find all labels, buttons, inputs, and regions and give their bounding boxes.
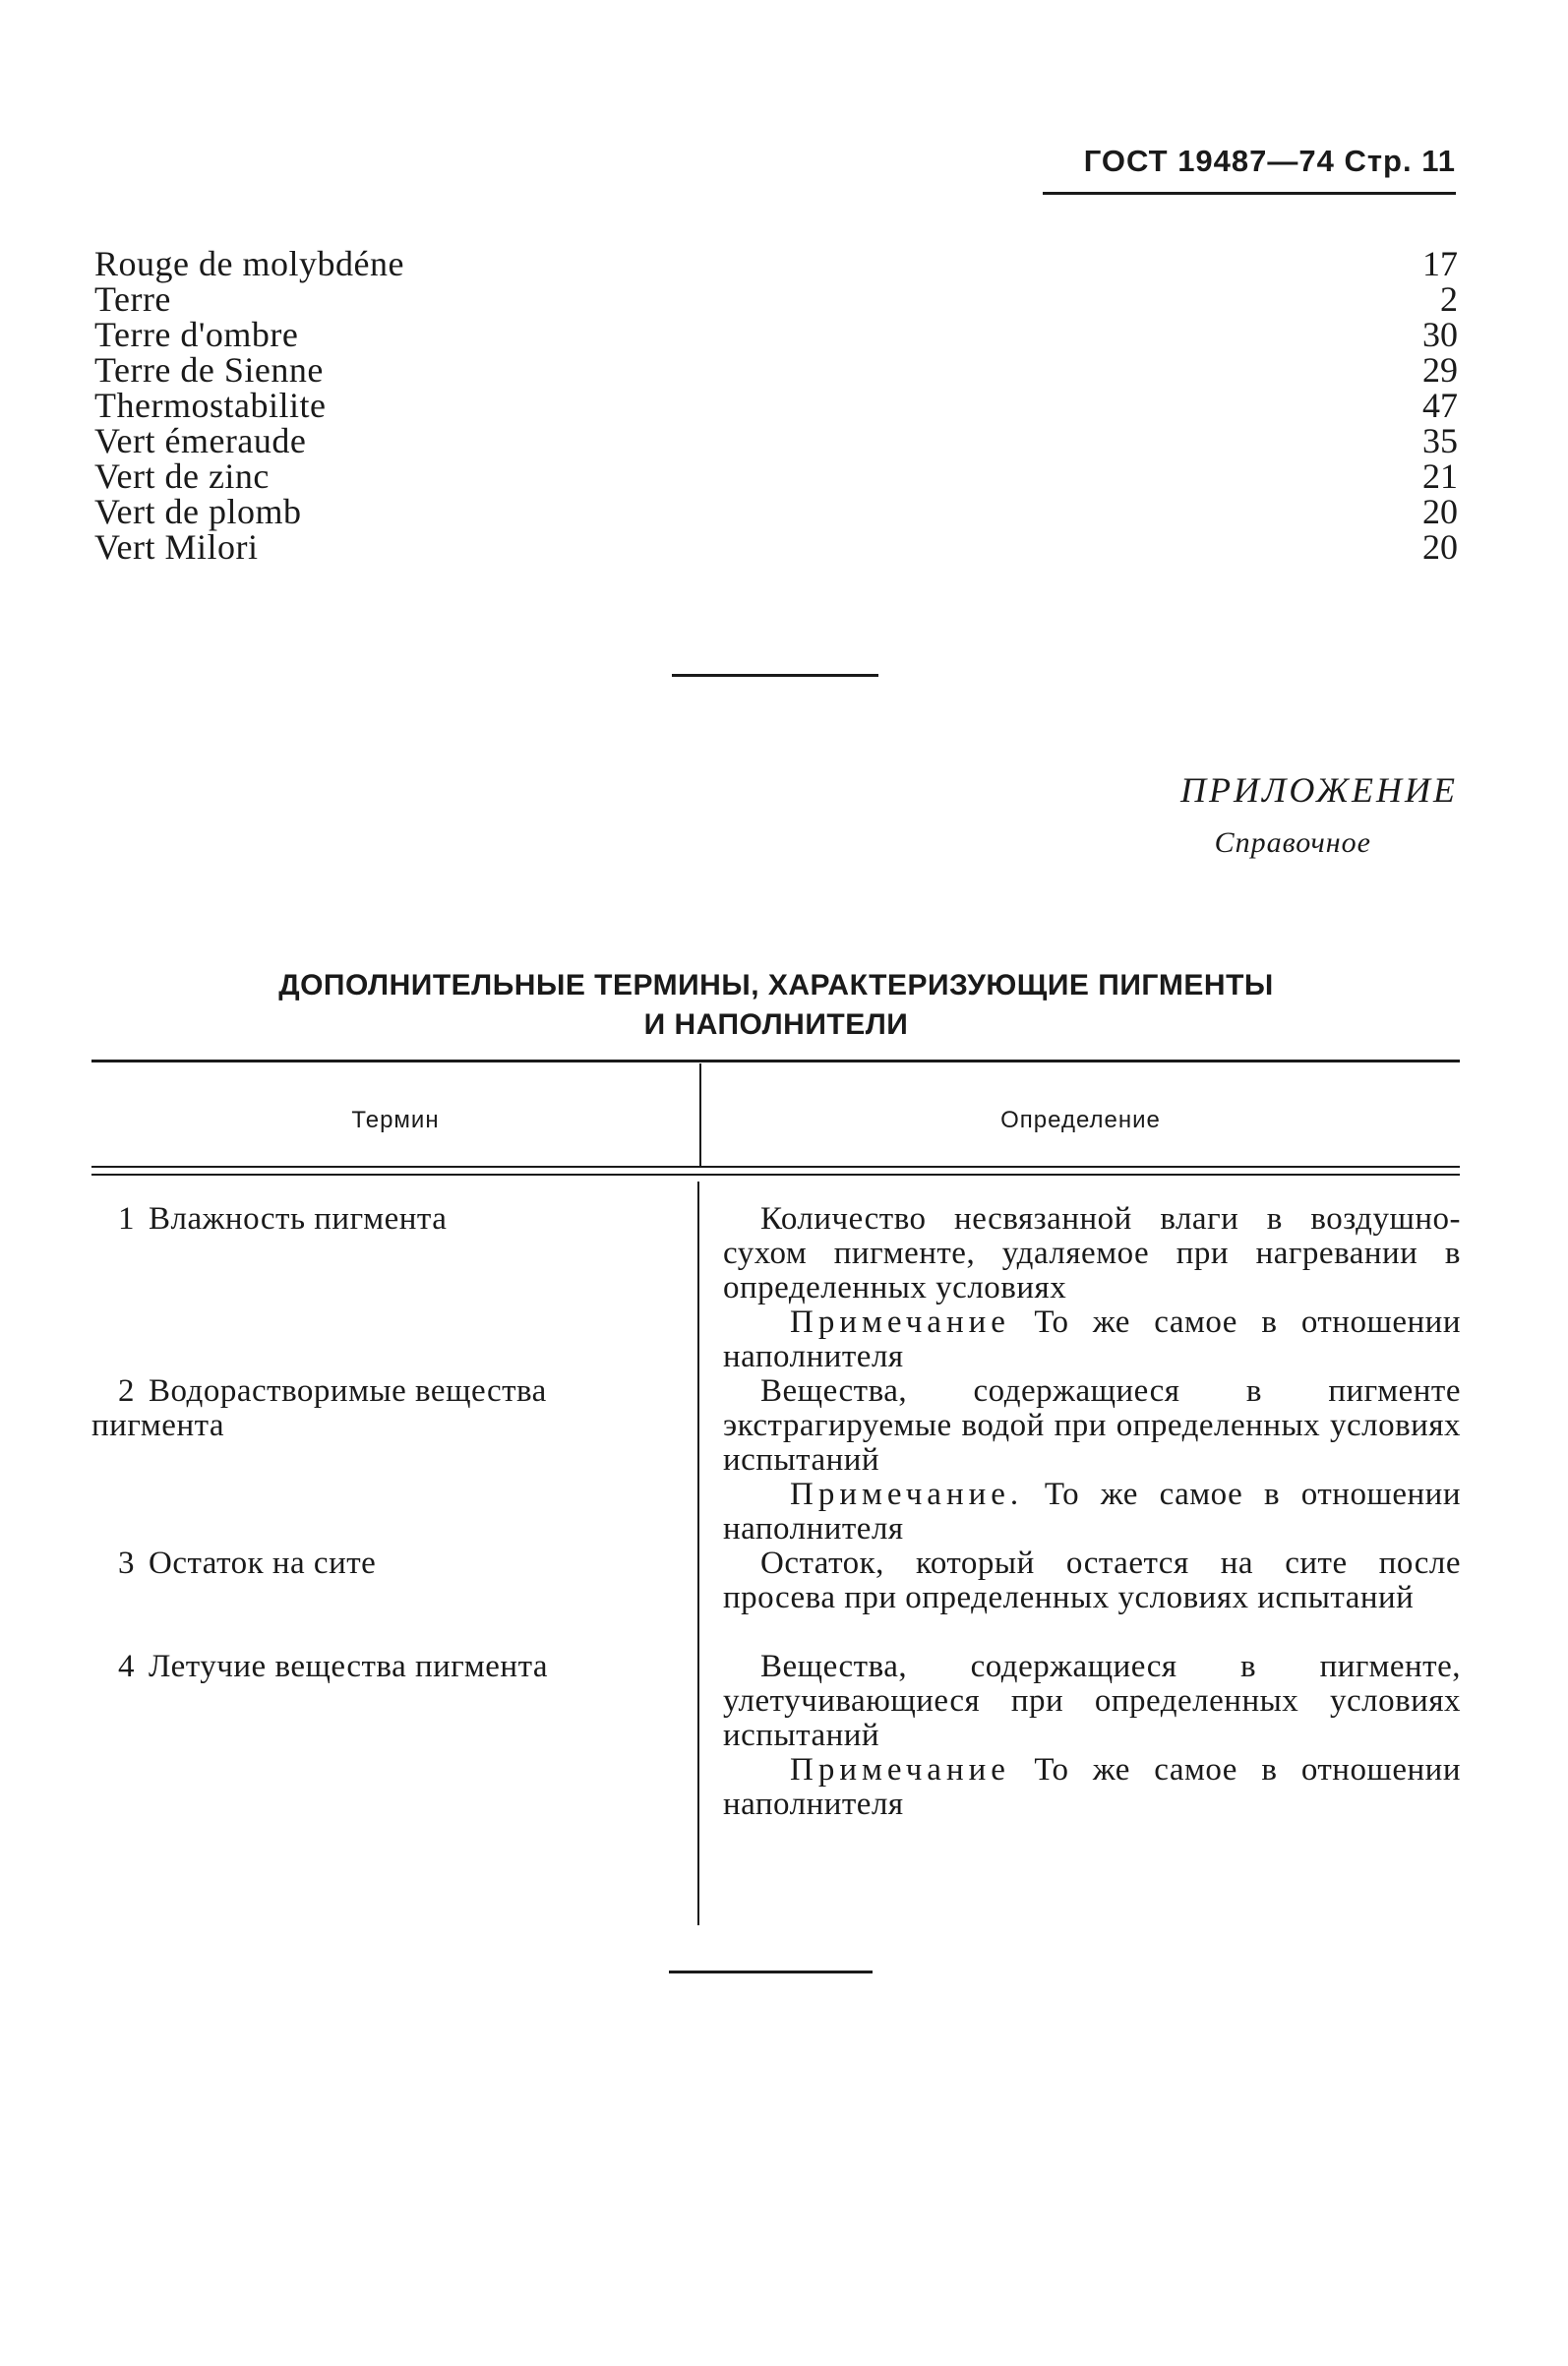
index-page-number: 20 [1422,527,1458,567]
index-row [94,317,1458,352]
header-double-rule [91,1166,1460,1176]
page-header [1043,143,1456,195]
term-number: 2 [118,1373,135,1409]
terms-table [91,1060,1460,1847]
definition-text: Количество несвязанной влаги в воздушно-сухом пигменте, удаляемое при нагревании в определенных условиях [723,1201,1461,1305]
index-page-number: 21 [1422,456,1458,496]
index-row [94,458,1458,494]
definition-text: Остаток, который остается на сите после просева при определенных условиях испытаний [723,1546,1461,1615]
note-text: То же самое в отношении наполнителя [723,1477,1461,1547]
term-name: Влажность пигмента [149,1201,448,1237]
note-label: Примечание [790,1752,1010,1788]
index-term: Terre de Sienne [94,350,324,390]
definition-text: Вещества, содержащиеся в пигменте экстрагируемые водой при определенных условиях испытаний [723,1373,1461,1478]
index-term: Terre d'ombre [94,315,299,354]
note-text: То же самое в отношении наполнителя [723,1752,1461,1822]
definition-cell [723,1547,1461,1615]
definition-cell [723,1202,1461,1374]
section-heading-line: И НАПОЛНИТЕЛИ [643,1008,909,1041]
term-number: 4 [118,1649,135,1684]
index-row [94,281,1458,317]
index-page-number: 30 [1422,315,1458,354]
index-term: Vert de zinc [94,456,270,496]
appendix-subtitle: Справочное [1214,826,1371,859]
index-term: Vert émeraude [94,421,307,460]
note-label: Примечание. [790,1477,1024,1512]
appendix-title: ПРИЛОЖЕНИЕ [1180,770,1458,810]
standard-number: ГОСТ 19487—74 Стр. 11 [1083,144,1456,178]
section-separator [672,674,878,677]
index-row [94,352,1458,388]
definition-cell [723,1650,1461,1822]
index-page-number: 47 [1422,386,1458,425]
index-page-number: 35 [1422,421,1458,460]
note-text: То же самое в отношении наполнителя [723,1304,1461,1374]
definition-note [723,1753,1461,1822]
note-label: Примечание [790,1304,1010,1340]
section-heading-line: ДОПОЛНИТЕЛЬНЫЕ ТЕРМИНЫ, ХАРАКТЕРИЗУЮЩИЕ ПИГМЕНТЫ [278,969,1274,1001]
column-divider [697,1182,699,1925]
index-page-number: 20 [1422,492,1458,531]
index-page-number: 29 [1422,350,1458,390]
index-term: Vert Milori [94,527,259,567]
term-number: 3 [118,1546,135,1581]
index-term: Rouge de molybdéne [94,244,404,283]
column-header-definition: Определение [1000,1107,1161,1133]
index-row [94,246,1458,281]
term-cell [91,1547,672,1581]
column-header-term: Термин [351,1107,440,1133]
index-row [94,529,1458,565]
term-name: Летучие вещества пигмента [149,1649,549,1684]
index-page-number: 2 [1440,279,1458,319]
definition-note [723,1305,1461,1374]
index-row [94,494,1458,529]
definition-cell [723,1374,1461,1547]
index-row [94,423,1458,458]
term-index-list [94,246,1458,565]
term-cell [91,1374,672,1443]
table-top-rule [91,1060,1460,1062]
term-cell [91,1202,672,1237]
term-cell [91,1650,672,1684]
definition-note [723,1478,1461,1547]
section-separator [669,1971,873,1973]
term-number: 1 [118,1201,135,1237]
index-term: Vert de plomb [94,492,302,531]
index-page-number: 17 [1422,244,1458,283]
definition-text: Вещества, содержащиеся в пигменте, улетучивающиеся при определенных условиях испытаний [723,1649,1461,1753]
term-name: Водорастворимые вещества пигмента [91,1373,547,1443]
index-row [94,388,1458,423]
index-term: Thermostabilite [94,386,327,425]
index-term: Terre [94,279,171,319]
section-heading [94,966,1458,1045]
term-name: Остаток на сите [149,1546,377,1581]
